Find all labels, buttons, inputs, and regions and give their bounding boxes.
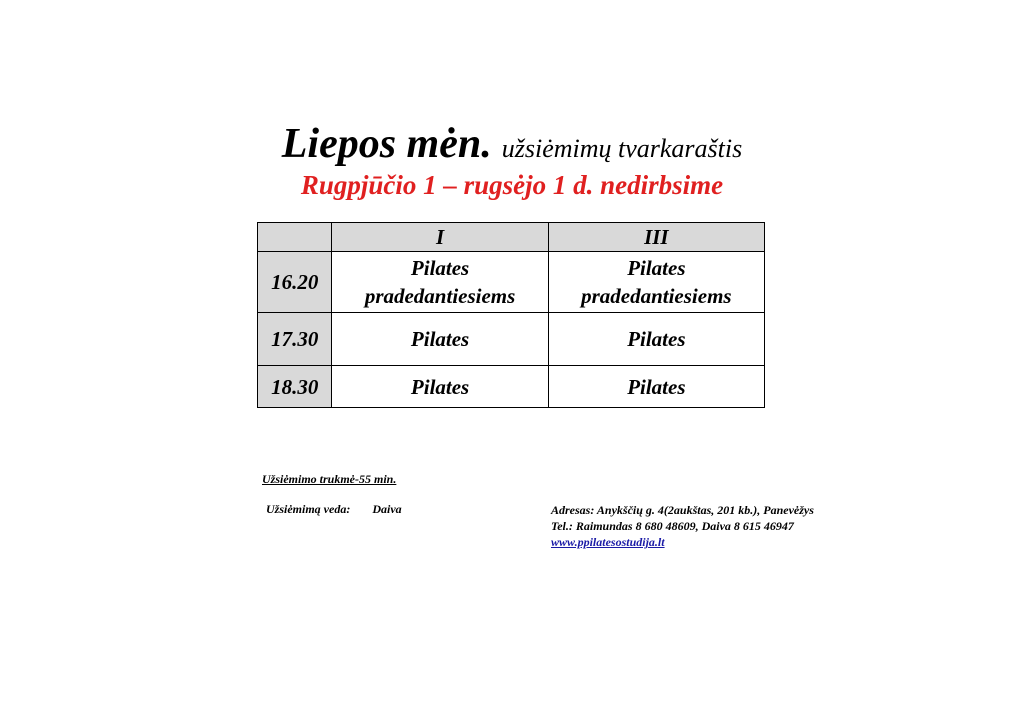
class-cell [332, 252, 548, 313]
table-row [258, 313, 765, 366]
website-link[interactable]: www.ppilatesostudija.lt [551, 535, 665, 549]
class-level: pradedantiesiems [581, 284, 732, 308]
contact-block [551, 502, 814, 550]
class-level: pradedantiesiems [364, 284, 516, 308]
closure-notice: Rugpjūčio 1 – rugsėjo 1 d. nedirbsime [300, 170, 724, 200]
title-subtitle: užsiėmimų tvarkaraštis [501, 134, 743, 163]
instructor-name: Daiva [372, 502, 402, 516]
class-cell: Pilates [548, 313, 764, 366]
table-row [258, 366, 765, 408]
table-row [258, 252, 765, 313]
class-name: Pilates [627, 256, 686, 280]
header-cell-empty [258, 223, 332, 252]
table-header-row [258, 223, 765, 252]
instructor-info [266, 502, 402, 517]
class-cell: Pilates [332, 313, 548, 366]
title-month: Liepos mėn. [281, 121, 492, 167]
header-cell-day-1: I [332, 223, 548, 252]
address-text: Adresas: Anykščių g. 4(2aukštas, 201 kb.), Panevėžys [551, 503, 814, 517]
class-name: Pilates [410, 256, 470, 280]
class-duration: Užsiėmimo trukmė-55 min. [262, 472, 397, 486]
header-cell-day-3: III [548, 223, 764, 252]
instructor-label: Užsiėmimą veda: [266, 502, 351, 516]
time-cell: 17.30 [258, 313, 332, 366]
time-cell: 16.20 [258, 252, 332, 313]
class-cell [548, 252, 764, 313]
class-cell: Pilates [332, 366, 548, 408]
time-cell: 18.30 [258, 366, 332, 408]
class-cell: Pilates [548, 366, 764, 408]
page-title [0, 120, 1024, 168]
schedule-table [257, 222, 765, 408]
phone-text: Tel.: Raimundas 8 680 48609, Daiva 8 615 46947 [551, 519, 794, 533]
